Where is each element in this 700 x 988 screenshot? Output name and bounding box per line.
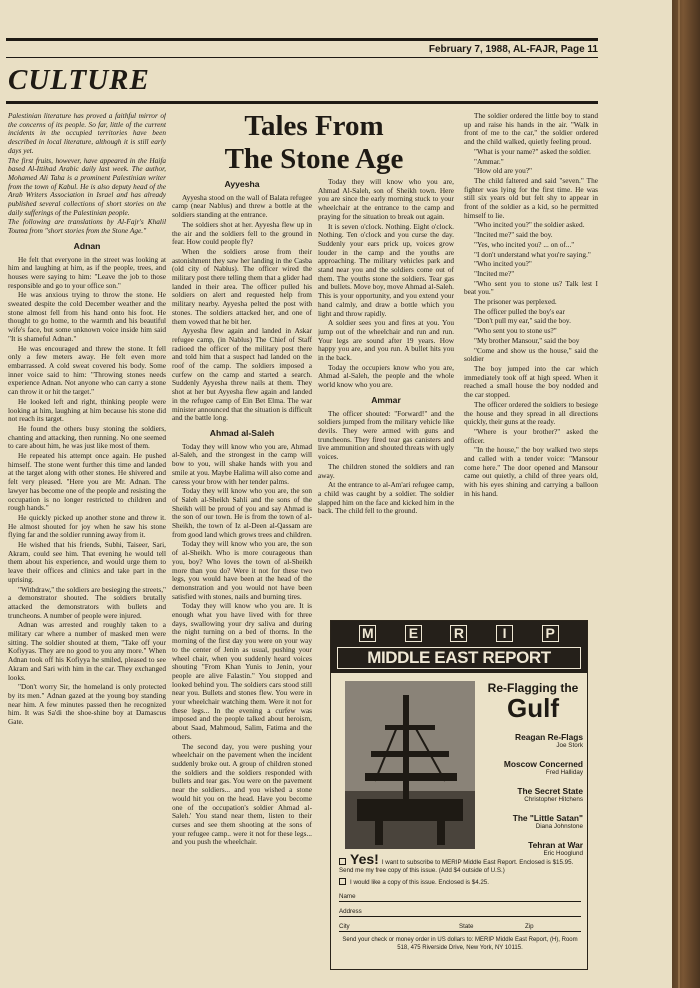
story-paragraph: Ayyesha flew again and landed in Askar refugee camp, (in Nablus) The Chief of Staff radioed the officer of the military post there and told him that a suspect had landed on the roof of the camp. The soldiers imposed a curfew on the camp and started a search. Suddenly Ayyesha threw nails at them. They shot at her but Ayyesha flew again and landed in the refugee camp of Ein Bet Elma. The war minister announced that the situation is difficult and the battle long. <box>172 326 312 423</box>
story-ammar-body-a <box>318 410 454 516</box>
story-paragraph: He quickly picked up another stone and threw it. He almost shouted for joy when he saw his stone flying far and the soldier running away from it. <box>8 512 166 540</box>
headline <box>172 110 456 176</box>
story-paragraph: It is seven o'clock. Nothing. Eight o'clock. Nothing. Ten o'clock and you curse the day. Suddenly your ears prick up, voices grow louder in the camp and the youths are approaching. The military vehicles park and stand near you and the soldiers come out of them. The youths stone the soldiers. Tear gas and bullets. Move boy, move Ahmad al-Saleh. This is your opportunity, and you extend your hand calmly, and draw a bottle which you light and throw rapidly. <box>318 221 454 318</box>
story-paragraph: "How old are you?" <box>474 166 533 176</box>
intro-paragraph: Palestinian literature has proved a faithful mirror of the concerns of its people. So far, little of the current incidents in the occupied territories have been described in local literature, although it is still early days yet. <box>8 112 166 155</box>
story-paragraph: "Who sent you to stone us? Talk lest I beat you." <box>464 278 598 297</box>
story-paragraph: The officer ordered the soldiers to besiege the house and they spread in all directions quickly, their guns at the ready. <box>464 399 598 427</box>
story-paragraph: Today the occupiers know who you are, Ahmad al-Saleh, the people and the whole world know who you are. <box>318 362 454 390</box>
story-paragraph: "Ammar." <box>474 156 504 166</box>
story-paragraph: He wished that his friends, Subhi, Taiseer, Sari, Akram, could see him. That evening he would tell them about his experience, and would urge them to leave their offices and clinics and take part in the uprising. <box>8 540 166 584</box>
ad-publication-name: MIDDLE EAST REPORT <box>337 647 581 669</box>
story-paragraph: When the soldiers arose from their astonishment they saw her landing in the Casba (old city of Nablus). The officer wired the military post there telling them that a glider had landed in their area. The officer pulled his soldiers on alert and requested help from military nearby. Ayyesha pelted the post with stones. The soldiers attacked her, and one of them vowed that he bit her. <box>172 246 312 326</box>
story-title-ahmad: Ahmad al-Saleh <box>209 427 275 438</box>
single-copy-option <box>339 878 581 887</box>
story-paragraph: "In the house," the boy walked two steps and called with a tender voice: "Mansour come here." The door opened and Mansour came out quietly, a child of three years old, with his eyes shining and carrying a balloon in his hand. <box>464 445 598 498</box>
subscribe-checkbox[interactable] <box>339 858 346 865</box>
ad-letter: R <box>450 625 467 642</box>
name-field-label: Name <box>339 893 356 900</box>
story-ayyesha-body <box>172 194 312 423</box>
story-paragraph: "I don't understand what you're saying." <box>474 249 591 259</box>
headline-line: Tales From <box>244 110 384 142</box>
ad-cover-story <box>483 813 583 830</box>
ad-story-author: Eric Hooglund <box>543 850 583 857</box>
ad-masthead <box>331 621 587 673</box>
story-paragraph: He was anxious trying to throw the stone. He sweated despite the cold December weather and the stone almost fell from his hand onto his foot. He thought to go home, to the warmth and his beautiful wife's face, but some unknown voice inside him said "It is shameful Adnan." <box>8 290 166 343</box>
story-paragraph: He felt that everyone in the street was looking at him and laughing at him, as if the people, trees, and houses were saying to him: "Leave the job to those responsible and go to your office son." <box>8 254 166 290</box>
story-paragraph: "Who sent you to stone us?" <box>474 326 557 336</box>
story-paragraph: A soldier sees you and fires at you. You jump out of the wheelchair and run and run. Your legs are sound after 19 years. How happy you are, and you run. A bullet hits you in the back. <box>318 318 454 363</box>
ad-story-author: Diana Johnstone <box>535 823 583 830</box>
story-paragraph: "My brother Mansour," said the boy <box>474 335 580 345</box>
ad-story-author: Fred Halliday <box>545 769 583 776</box>
address-field[interactable] <box>339 904 581 917</box>
ad-cover-story <box>483 732 583 749</box>
ad-cover-story <box>483 786 583 803</box>
story-paragraph: "Who incited you?" <box>474 259 532 269</box>
ad-letter: I <box>496 625 513 642</box>
header-rule-bottom <box>6 101 598 104</box>
page-folio: February 7, 1988, AL-FAJR, Page 11 <box>428 44 598 55</box>
story-paragraph: The officer pulled the boy's ear <box>474 306 565 316</box>
ad-story-author: Christopher Hitchens <box>524 796 583 803</box>
ad-letter: M <box>359 625 376 642</box>
story-paragraph: "Come and show us the house," said the soldier <box>464 345 598 364</box>
ad-letter: P <box>542 625 559 642</box>
story-paragraph: The boy jumped into the car which immediately took off at high speed. When it reached a small house the boy nodded and the car stopped. <box>464 363 598 400</box>
story-paragraph: Today they will know who you are, the son of al-Sheikh. Who is more courageous than you, boy? Who loves the town of al-Sheikh more than you do? Were it not for these two legs, you would have been at the head of the demonstration and you would not have been satisfied with stones, nails and burning tires. <box>172 539 312 601</box>
story-paragraph: Today they will know who you are, Ahmad al-Saleh, and the strongest in the camp will bow to you, will shake hands with you and smile at you. Maybe Halima will also come and caress your brow with her tender palms. <box>172 441 312 486</box>
story-paragraph: At the entrance to al-Am'ari refugee camp, a child was caught by a soldier. The soldier slapped him on the face and kicked him in the back. The child fell to the ground. <box>318 480 454 516</box>
ad-story-title: The Secret State <box>517 786 583 796</box>
story-paragraph: He looked left and right, thinking people were looking at him, laughing at him because his stone did not reach its target. <box>8 396 166 424</box>
story-paragraph: "Where is your brother?" asked the officer. <box>464 426 598 445</box>
ad-cover-kicker: Re-Flagging the <box>487 681 579 695</box>
story-ahmad-body-b <box>318 178 454 390</box>
story-paragraph: "Incited me?" <box>474 268 515 278</box>
story-paragraph: Today they will know who you are, the son of Saleh al-Sheikh Sahli and the sons of the Sheikh will be proud of you and say Ahmad is the son of our town. He is from the town of al-Sheikh, the town of Iz al-Deen al-Qassam are from good land which grows trees and children. <box>172 486 312 539</box>
story-title-ayyesha: Ayyesha <box>224 180 260 189</box>
story-paragraph: He found the others busy stoning the soldiers, chanting and attacking, then running. No one seemed to care about him, he was just like most of them. <box>8 423 166 451</box>
column-1 <box>8 112 166 974</box>
ad-story-title: The "Little Satan" <box>512 813 583 823</box>
address-field-label: Address <box>339 908 362 915</box>
story-paragraph: The officer shouted: "Forward!" and the soldiers jumped from the military vehicle like devils. They were armed with guns and truncheons. They fired tear gas canisters and live ammunition and shouted threats with ugly voices. <box>318 408 454 462</box>
story-paragraph: "Who incited you?" the soldier asked. <box>474 220 585 230</box>
ad-story-title: Moscow Concerned <box>503 759 583 769</box>
book-binding-edge <box>672 0 700 988</box>
story-paragraph: "Incited me?" said the boy. <box>474 230 553 240</box>
story-title-ammar: Ammar <box>371 394 401 405</box>
ad-cover-story <box>483 759 583 776</box>
subscribe-text: I want to subscribe to MERIP Middle East Report. Enclosed is $15.95. Send me my free copy of this issue. (Add $4 outside of U.S.) <box>339 859 574 874</box>
story-paragraph: Adnan was arrested and roughly taken to a military car where a number of masked men were sitting. The soldier shouted at them, "Take off your Kofiyyas. They are no good to you any more." When Adnan took off his Kofiyya he smiled, pleased to see Akram and Sari with him in the car. They exchanged looks. <box>8 620 166 682</box>
story-paragraph: Ayyesha stood on the wall of Balata refugee camp (near Nablus) and threw a bottle at the soldiers standing at the entrance. <box>172 192 312 220</box>
story-paragraph: Today they will know who you are. It is enough what you have lived with for three days, swallowing your dry saliva and during the night turning on a bed of thorns. In the morning of the first day you were on your way to the center of Jenin as usual, pushing your wheel chair, when you suddenly heard voices shouting "From Khan Yunis to Jenin, your people are alive Falastin." You stopped and looked behind you. The soldiers cars stood still near you. Bullets and stones flew. You were in your wheelchair watching them. Were it not for these legs... In the evening a curfew was imposed and the people talked about heroism, about Saad, Mahmoud, Salim, Fatima and the others. <box>172 601 312 741</box>
intro-paragraph: The first fruits, however, have appeared in the Haifa based Al-Ittihad Arabic daily last week. The author, Mohamed Ali Taha is a prominent Palestinian writer from the town of Kabul. He is also deputy head of the Arab Writers Association in Israel and has already published several collections of short stories on the daily sufferings of the Palestinian people. <box>8 155 166 217</box>
column-2 <box>172 180 312 972</box>
ad-story-title: Reagan Re-Flags <box>515 732 583 742</box>
yes-label: Yes! <box>350 851 379 867</box>
story-title-adnan: Adnan <box>73 240 101 251</box>
story-paragraph: "Don't worry Sir, the homeland is only protected by its men." Adnan gazed at the young boy standing near him. A few minutes passed then he recognized him. It was Sa'di the shoe-shine boy at Damascus Gate. <box>8 682 166 727</box>
intro-paragraph: The following are translations by Al-Fajr's Khalil Touma from "short stories from the Stone Age." <box>8 217 166 236</box>
send-instructions: Send your check or money order in US dollars to: MERIP Middle East Report, (H), Room 518, 475 Riverside Drive, New York, NY 10115. <box>342 937 578 951</box>
story-ammar-body-b <box>464 112 598 499</box>
story-paragraph: "What is your name?" asked the soldier. <box>474 146 591 156</box>
ad-cover-title: Gulf <box>507 693 559 723</box>
story-paragraph: The second day, you were pushing your wheelchair on the pavement when the incident suddenly broke out. A group of children stoned the soldiers and the soldiers responded with bullets and tear gas. You were on the pavement near the soldiers... and you wished a stone would hit you on the head. Have you become one of the occupation's soldier Ahmad al-Saleh.' You stand near them, listen to their curses and see them shooting at the sons of your refugee camp.. were it not for these legs... and you push the wheelchair. <box>172 741 312 847</box>
state-field-label: State <box>459 923 474 930</box>
story-paragraph: The child faltered and said "seven." The fighter was lying for the first time. He was still six years old but felt shy to appear in front of the soldier as a kid, so he permitted himself to lie. <box>464 175 598 220</box>
ad-letter: E <box>405 625 422 642</box>
story-paragraph: The soldiers shot at her. Ayyesha flew up in the air and the soldiers fell to the ground in fear. How could people fly? <box>172 219 312 247</box>
ad-merip-letters <box>331 621 587 642</box>
zip-field-label: Zip <box>525 923 534 930</box>
section-title: CULTURE <box>8 64 150 96</box>
column-4 <box>464 112 598 608</box>
story-adnan-body <box>8 256 166 727</box>
story-paragraph: The soldier ordered the little boy to stand up and raise his hands in the air. "Walk in front of me to the car," the soldier ordered and the child walked, quietly feeling proud. <box>464 112 598 147</box>
city-field-label: City <box>339 923 350 930</box>
ad-cover-lines <box>483 681 583 857</box>
name-field[interactable] <box>339 889 581 902</box>
story-paragraph: Today they will know who you are, Ahmad Al-Saleh, son of Sheikh town. Here you are since the early morning stuck to your wheelchair at the entrance to the camp and praying for the situation to break out again. <box>318 178 454 221</box>
single-copy-text: I would like a copy of this issue. Enclosed is $4.25. <box>350 879 489 886</box>
oil-platform-illustration <box>345 681 475 849</box>
ad-cover-photo <box>345 681 475 849</box>
ad-story-author: Joe Stork <box>556 742 583 749</box>
column-3 <box>318 178 454 612</box>
story-paragraph: He was encouraged and threw the stone. It fell only a few meters away. He felt even more embarrassed. A cold sweat covered his body. Some inner voice said to him: "Throwing stones needs experience Adnan. Not anyone who can carry a stone can throw it or hit the target." <box>8 343 166 397</box>
header-rule-thin <box>6 57 598 58</box>
header-rule-top <box>6 38 598 41</box>
story-paragraph: The prisoner was perplexed. <box>474 297 557 307</box>
story-paragraph: "Yes, who incited you? ... on of..." <box>474 239 575 249</box>
headline-line: The Stone Age <box>224 143 404 175</box>
story-paragraph: The children stoned the soldiers and ran away. <box>318 461 454 480</box>
city-state-zip-field[interactable] <box>339 919 581 932</box>
ad-story-title: Tehran at War <box>528 840 583 850</box>
story-ahmad-body-a <box>172 443 312 847</box>
single-copy-checkbox[interactable] <box>339 878 346 885</box>
story-paragraph: "Withdraw," the soldiers are besieging the streets," a demonstrator shouted. The soldiers brutally attacked the demonstrators with bullets and truncheons. A number of people were injured. <box>8 584 166 620</box>
merip-advertisement <box>330 620 588 970</box>
story-paragraph: "Don't pull my ear," said the boy. <box>474 316 571 326</box>
story-paragraph: He repeated his attempt once again. He pushed himself. The stone went further this time and landed at the target along with other stones. He shivered and felt very pleased. "Here you are Mr. Adnan. The lawyer has become one of the people and resisting the occupation is no longer restricted to children and rough hands." <box>8 451 166 513</box>
